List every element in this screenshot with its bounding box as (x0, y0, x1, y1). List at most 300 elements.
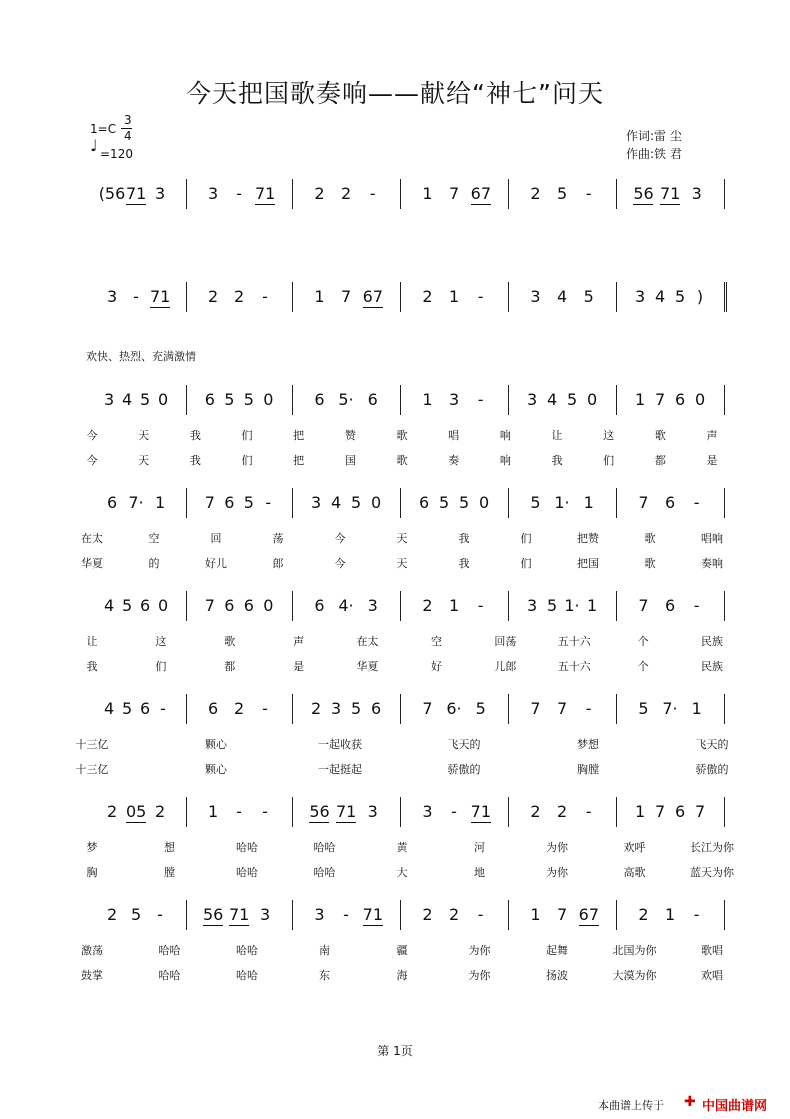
lyric-verse-1: 回 (210, 532, 222, 545)
bar-line (400, 179, 401, 209)
note: 0 (263, 390, 274, 409)
lyric-verse-1: 为你 (546, 841, 568, 854)
note: 2 (422, 596, 433, 615)
lyric-verse-2: 天 (396, 557, 408, 570)
lyric-verse-2: 我 (189, 454, 201, 467)
watermark-logo: 中国曲谱网 (702, 1099, 768, 1114)
lyric-verse-2: 今 (86, 454, 98, 467)
lyric-verse-1: 起舞 (546, 944, 568, 957)
lyric-verse-2: 个 (637, 660, 649, 673)
lyric-verse-2: 骄傲的 (695, 763, 729, 776)
note: 6 (665, 493, 676, 512)
note: 2 (234, 699, 245, 718)
note: - (262, 699, 268, 718)
note: 1 (665, 905, 676, 924)
lyric-verse-1: 回荡 (494, 635, 517, 648)
note: 5 (638, 699, 649, 718)
watermark-text: 本曲谱上传于 (598, 1099, 664, 1112)
note: 0 (158, 596, 169, 615)
lyricist: 作词:雷 尘 (626, 129, 682, 143)
lyric-verse-2: 奏响 (701, 557, 723, 570)
beam (336, 822, 356, 823)
note: 6 (140, 596, 151, 615)
note: 3 (422, 802, 433, 821)
lyric-verse-1: 哈哈 (158, 944, 181, 957)
lyric-verse-2: 把 (293, 454, 305, 467)
lyric-verse-2: 大 (396, 866, 408, 879)
lyric-verse-1: 们 (241, 429, 253, 442)
note: 7 (341, 287, 352, 306)
lyric-verse-1: 黄 (396, 841, 408, 854)
page-title: 今天把国歌奏响——献给“神七”问天 (186, 79, 604, 108)
lyric-verse-2: 把国 (577, 557, 599, 570)
lyric-verse-1: 梦 (86, 841, 98, 854)
lyric-verse-1: 赞 (344, 429, 356, 442)
lyric-verse-2: 五十六 (557, 660, 591, 673)
beam (363, 307, 383, 308)
note: 71 (470, 802, 492, 821)
bar-line (292, 591, 293, 621)
lyric-verse-2: 都 (224, 660, 236, 673)
note: - (477, 596, 484, 615)
beam (126, 204, 146, 205)
page-number: 第 1页 (377, 1044, 413, 1058)
lyric-verse-1: 歌 (396, 429, 408, 442)
lyric-verse-1: 空 (148, 532, 160, 545)
note: - (133, 287, 139, 306)
lyric-verse-1: 欢呼 (623, 841, 646, 854)
bar-line (616, 282, 617, 312)
lyric-verse-2: 海 (396, 969, 408, 982)
note: 71 (660, 184, 681, 203)
note: 1· (564, 596, 580, 615)
bar-line (616, 694, 617, 724)
lyric-verse-2: 好 (430, 660, 442, 673)
lyric-verse-2: 是 (706, 454, 718, 467)
note: 71 (126, 184, 147, 203)
note: 7 (638, 596, 649, 615)
note: 7 (557, 699, 568, 718)
note: - (236, 802, 242, 821)
bar-line (616, 591, 617, 621)
key-signature: 1=C (90, 122, 117, 136)
note: 3 (104, 390, 115, 409)
note: 5 (224, 390, 235, 409)
beam (150, 307, 170, 308)
lyric-verse-2: 哈哈 (313, 866, 336, 879)
note: 7 (638, 493, 649, 512)
bar-line (724, 282, 729, 312)
beam (633, 204, 653, 205)
note: 1 (691, 699, 702, 718)
note: 71 (336, 802, 357, 821)
note: 7 (449, 184, 460, 203)
note: - (585, 184, 592, 203)
lyric-verse-2: 们 (241, 454, 253, 467)
logo-icon: ✚ (684, 1094, 696, 1110)
bar-line (400, 900, 401, 930)
lyric-verse-1: 河 (474, 841, 485, 854)
lyric-verse-2: 们 (155, 660, 167, 673)
note: 4 (104, 699, 115, 718)
lyric-verse-1: 让 (551, 429, 563, 442)
bar-line (186, 797, 187, 827)
lyric-verse-1: 响 (499, 429, 511, 442)
note: 0 (695, 390, 706, 409)
note: 7 (557, 905, 568, 924)
lyric-verse-1: 哈哈 (236, 841, 258, 854)
lyric-verse-1: 天 (138, 429, 150, 442)
note: 6 (208, 699, 219, 718)
beam (471, 822, 491, 823)
note: 1 (583, 493, 594, 512)
lyric-verse-1: 十三亿 (75, 738, 109, 751)
note: 7 (204, 596, 215, 615)
note: 2 (234, 287, 245, 306)
note: 71 (362, 905, 384, 924)
lyric-verse-2: 颗心 (205, 763, 227, 776)
note: 3 (260, 905, 271, 924)
note: 7 (655, 390, 666, 409)
bar-line (400, 797, 401, 827)
note: 71 (150, 287, 171, 306)
note: 5 (140, 390, 151, 409)
lyric-verse-2: 民族 (701, 660, 723, 673)
lyric-verse-2: 天 (138, 454, 150, 467)
note: 3 (311, 493, 322, 512)
lyric-verse-1: 这 (155, 635, 167, 648)
note: 6 (224, 596, 235, 615)
lyric-verse-2: 哈哈 (158, 969, 181, 982)
beam (471, 204, 491, 205)
note: 4 (331, 493, 342, 512)
beam (579, 925, 599, 926)
note: 5 (475, 699, 486, 718)
lyric-verse-1: 颗心 (205, 738, 227, 751)
lyric-verse-2: 歌 (644, 557, 656, 570)
note: 0 (158, 390, 169, 409)
lyric-verse-1: 我 (189, 429, 201, 442)
lyric-verse-1: 一起收获 (318, 738, 362, 751)
note: 6 (675, 802, 686, 821)
note: 05 (126, 802, 147, 821)
lyric-verse-1: 空 (430, 635, 442, 648)
note: 2 (422, 905, 433, 924)
note: 7· (662, 699, 678, 718)
note: 7 (530, 699, 541, 718)
bar-line (292, 179, 293, 209)
beam (309, 822, 329, 823)
lyric-verse-2: 胸 (86, 866, 98, 879)
note: 67 (362, 287, 384, 306)
bar-line (724, 179, 725, 209)
note: 0 (479, 493, 490, 512)
bar-line (616, 900, 617, 930)
note: 56 (633, 184, 654, 203)
bar-line (616, 797, 617, 827)
lyric-verse-2: 高歌 (623, 866, 646, 879)
note: - (451, 802, 457, 821)
note: 6 (224, 493, 235, 512)
note: - (585, 802, 592, 821)
note: 5 (243, 493, 254, 512)
tempo-mark: =120 (100, 147, 133, 161)
note: 2 (107, 905, 118, 924)
bar-line (724, 488, 725, 518)
bar-line (292, 900, 293, 930)
note: 5 (131, 905, 142, 924)
lyric-verse-1: 在太 (356, 635, 379, 648)
note: 5 (439, 493, 450, 512)
lyric-verse-2: 们 (520, 557, 532, 570)
lyric-verse-2: 蓝天为你 (690, 866, 734, 879)
bar-line (400, 385, 401, 415)
bar-line (400, 591, 401, 621)
note: 3 (331, 699, 342, 718)
note: 6 (243, 596, 254, 615)
note: - (477, 390, 484, 409)
note: - (585, 699, 592, 718)
note: 2 (422, 287, 433, 306)
note: 1 (635, 390, 646, 409)
note: 3 (367, 596, 378, 615)
note: - (693, 905, 700, 924)
lyric-verse-1: 今 (334, 532, 346, 545)
note: 5 (243, 390, 254, 409)
lyric-verse-1: 哈哈 (313, 841, 336, 854)
lyric-verse-2: 华夏 (356, 660, 379, 673)
note: 2 (208, 287, 219, 306)
note: 3 (635, 287, 646, 306)
lyric-verse-1: 长江为你 (690, 841, 734, 854)
note: 5 (547, 596, 558, 615)
lyric-verse-1: 声 (293, 635, 305, 648)
note: - (477, 905, 484, 924)
time-denominator: 4 (124, 129, 132, 143)
note: 3 (208, 184, 219, 203)
note: 71 (229, 905, 250, 924)
lyric-verse-1: 在太 (81, 532, 103, 545)
note: 4 (122, 390, 133, 409)
note: 6 (314, 390, 325, 409)
note: 1 (208, 802, 219, 821)
lyric-verse-1: 唱 (448, 429, 460, 442)
note: 1 (635, 802, 646, 821)
note: 67 (470, 184, 492, 203)
bar-line (724, 385, 725, 415)
lyric-verse-2: 膛 (164, 866, 175, 879)
note: 0 (263, 596, 274, 615)
note: - (265, 493, 272, 512)
bar-line (724, 797, 725, 827)
lyric-verse-2: 都 (654, 454, 666, 467)
lyric-verse-2: 的 (148, 557, 160, 570)
lyric-verse-1: 唱响 (701, 532, 723, 545)
note: 56 (203, 905, 224, 924)
note: 4 (557, 287, 568, 306)
lyric-verse-1: 歌唱 (701, 944, 723, 957)
note: 6 (665, 596, 676, 615)
note: 67 (578, 905, 600, 924)
note: 4· (338, 596, 354, 615)
note: ) (696, 287, 704, 306)
lyric-verse-2: 们 (603, 454, 615, 467)
lyric-verse-2: 鼓掌 (81, 969, 103, 982)
note: 5 (567, 390, 578, 409)
note: 6 (675, 390, 686, 409)
note: 56 (309, 802, 330, 821)
note: 2 (530, 802, 541, 821)
bar-line (400, 488, 401, 518)
lyric-verse-2: 为你 (546, 866, 568, 879)
lyric-verse-1: 们 (520, 532, 532, 545)
note: 7· (128, 493, 144, 512)
note: 1 (449, 287, 460, 306)
lyric-verse-2: 东 (319, 969, 330, 982)
note: - (477, 287, 484, 306)
note: - (157, 905, 163, 924)
lyric-verse-2: 郎 (272, 557, 284, 570)
lyric-verse-1: 我 (458, 532, 470, 545)
lyric-verse-1: 歌 (654, 429, 666, 442)
lyric-verse-1: 把赞 (577, 532, 599, 545)
bar-line (186, 900, 187, 930)
note: - (160, 699, 166, 718)
note: 5 (557, 184, 568, 203)
lyric-verse-1: 天 (396, 532, 408, 545)
note: 5 (675, 287, 686, 306)
lyric-verse-2: 为你 (468, 969, 491, 982)
note: 7 (655, 802, 666, 821)
lyric-verse-1: 南 (319, 944, 330, 957)
composer: 作曲:铁 君 (626, 147, 682, 161)
note: 5 (122, 596, 133, 615)
lyric-verse-2: 扬波 (546, 969, 568, 982)
note: 4 (547, 390, 558, 409)
bar-line (292, 282, 293, 312)
note: 5· (338, 390, 354, 409)
note: 1 (449, 596, 460, 615)
note: 2 (449, 905, 460, 924)
lyric-verse-2: 骄傲的 (447, 763, 481, 776)
bar-line (508, 694, 509, 724)
note: 1 (530, 905, 541, 924)
note: 6 (314, 596, 325, 615)
note: 2 (314, 184, 325, 203)
lyric-verse-2: 国 (344, 454, 356, 467)
note: 3 (155, 184, 166, 203)
beam (255, 204, 275, 205)
lyric-verse-2: 十三亿 (75, 763, 109, 776)
note: 2 (341, 184, 352, 203)
bar-line (616, 488, 617, 518)
note: 5 (351, 699, 362, 718)
note: 5 (122, 699, 133, 718)
note: 7 (422, 699, 433, 718)
note: 0 (371, 493, 382, 512)
bar-line (292, 694, 293, 724)
note: 2 (638, 905, 649, 924)
note: 1 (422, 390, 433, 409)
note: 2 (311, 699, 322, 718)
note: 6 (204, 390, 215, 409)
note: 6· (446, 699, 462, 718)
lyric-verse-2: 华夏 (81, 557, 103, 570)
beam (203, 925, 223, 926)
lyric-verse-1: 哈哈 (236, 944, 258, 957)
lyric-verse-2: 儿郎 (494, 660, 517, 673)
note: 4 (104, 596, 115, 615)
note: 2 (155, 802, 166, 821)
lyric-verse-1: 五十六 (557, 635, 591, 648)
beam (660, 204, 680, 205)
note: 6 (107, 493, 118, 512)
note: 3 (107, 287, 118, 306)
note: 1 (422, 184, 433, 203)
lyric-verse-2: 大漠为你 (612, 969, 657, 982)
lyric-verse-1: 荡 (272, 532, 284, 545)
expression-mark: 欢快、热烈、充满激情 (86, 350, 196, 363)
note: (56 (98, 184, 126, 203)
note: 3 (449, 390, 460, 409)
lyric-verse-1: 声 (706, 429, 718, 442)
bar-line (508, 900, 509, 930)
note: 5 (459, 493, 470, 512)
note: 2 (557, 802, 568, 821)
lyric-verse-2: 好儿 (205, 557, 227, 570)
note: 1· (554, 493, 570, 512)
bar-line (292, 488, 293, 518)
lyric-verse-2: 我 (458, 557, 470, 570)
bar-line (724, 591, 725, 621)
bar-line (508, 488, 509, 518)
bar-line (724, 694, 725, 724)
lyric-verse-2: 我 (551, 454, 563, 467)
lyric-verse-2: 地 (474, 866, 485, 879)
lyric-verse-2: 哈哈 (236, 969, 258, 982)
bar-line (400, 694, 401, 724)
lyric-verse-1: 疆 (396, 944, 408, 957)
note: 1 (587, 596, 598, 615)
note: 5 (530, 493, 541, 512)
bar-line (292, 797, 293, 827)
lyric-verse-1: 北国为你 (612, 944, 657, 957)
lyric-verse-1: 今 (86, 429, 98, 442)
note: 4 (655, 287, 666, 306)
lyric-verse-2: 哈哈 (236, 866, 258, 879)
beam (363, 925, 383, 926)
note: 3 (691, 184, 702, 203)
lyric-verse-1: 民族 (701, 635, 723, 648)
bar-line (186, 282, 187, 312)
lyric-verse-1: 梦想 (577, 738, 599, 751)
lyric-verse-1: 想 (164, 841, 175, 854)
lyric-verse-2: 胸膛 (577, 763, 599, 776)
bar-line (724, 900, 725, 930)
note: 71 (255, 184, 276, 203)
note: 7 (204, 493, 215, 512)
note: - (343, 905, 349, 924)
note: 6 (367, 390, 378, 409)
note: 6 (140, 699, 151, 718)
lyric-verse-2: 是 (293, 660, 305, 673)
note: - (236, 184, 242, 203)
bar-line (616, 385, 617, 415)
lyric-verse-1: 把 (293, 429, 305, 442)
note: 5 (351, 493, 362, 512)
lyric-verse-1: 这 (603, 429, 615, 442)
quarter-note-icon: ♩ (90, 136, 98, 155)
